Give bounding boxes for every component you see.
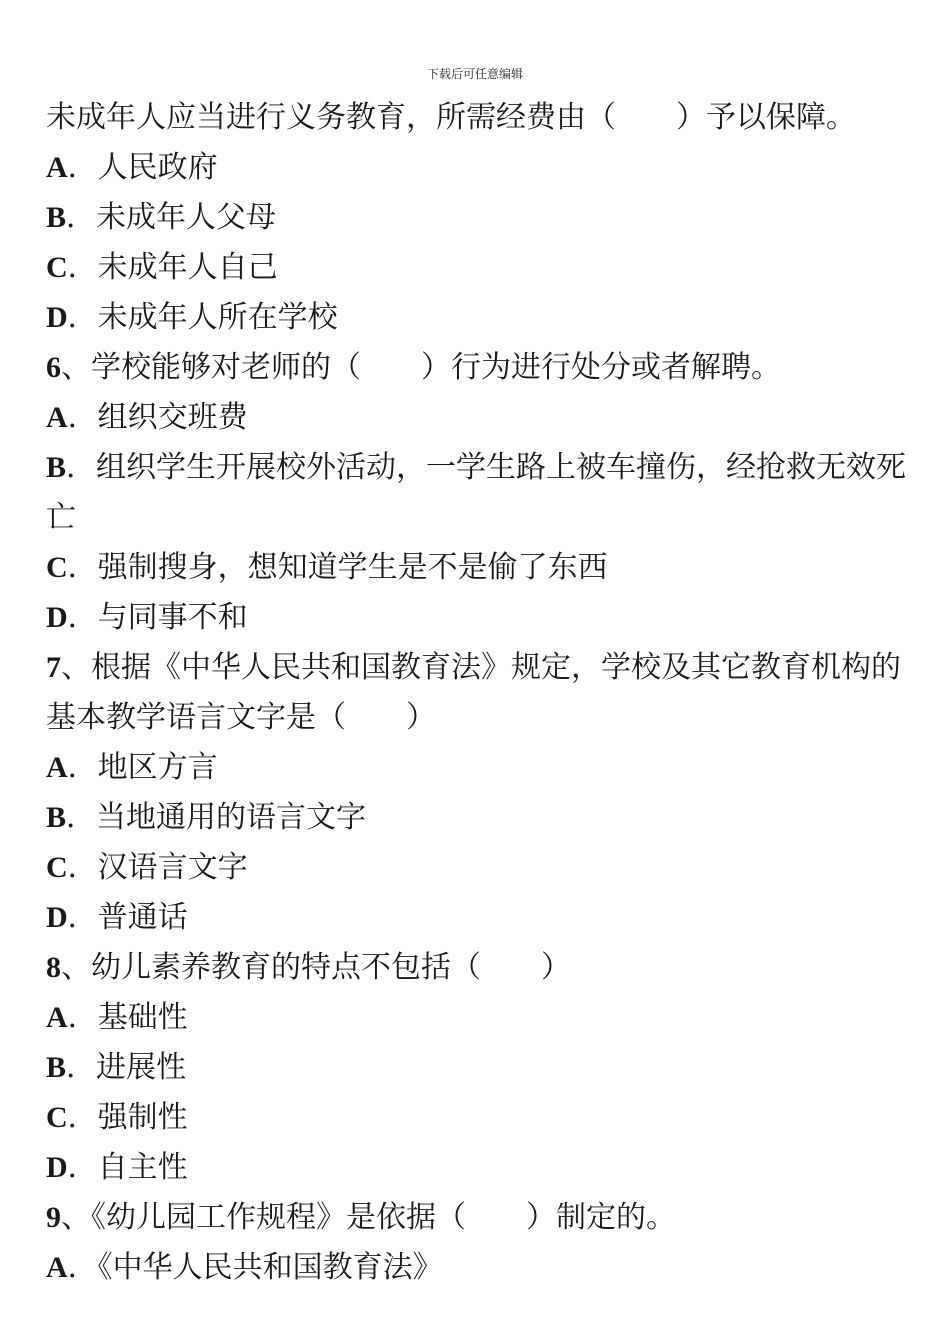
question-5-option-a: A．人民政府 [46, 150, 218, 185]
question-5-option-c: C．未成年人自己 [46, 250, 278, 285]
question-8-stem: 8、幼儿素养教育的特点不包括（ ） [46, 950, 571, 985]
page-header: 下载后可任意编辑 [426, 67, 523, 81]
question-7-stem: 7、根据《中华人民共和国教育法》规定，学校及其它教育机构的基本教学语言文字是（ ） [46, 650, 901, 735]
question-9-option-a: A．《中华人民共和国教育法》 [46, 1250, 443, 1285]
question-5-stem: 未成年人应当进行义务教育，所需经费由（ ）予以保障。 [46, 100, 856, 135]
question-6-option-d: D．与同事不和 [46, 600, 248, 635]
question-5-option-d: D．未成年人所在学校 [46, 300, 338, 335]
question-8-option-a: A．基础性 [46, 1000, 188, 1035]
question-5-option-b: B．未成年人父母 [46, 200, 277, 235]
question-6-stem: 6、学校能够对老师的（ ）行为进行处分或者解聘。 [46, 350, 781, 385]
question-6-option-b: B．组织学生开展校外活动，一学生路上被车撞伤，经抢救无效死亡 [46, 450, 907, 535]
question-7-option-d: D．普通话 [46, 900, 188, 935]
question-6-option-c: C．强制搜身，想知道学生是不是偷了东西 [46, 550, 608, 585]
question-7-option-a: A．地区方言 [46, 750, 218, 785]
question-7-option-c: C．汉语言文字 [46, 850, 248, 885]
question-6-option-a: A．组织交班费 [46, 400, 248, 435]
question-8-option-b: B．进展性 [46, 1050, 187, 1085]
question-content [46, 93, 908, 1293]
question-8-option-c: C．强制性 [46, 1100, 188, 1135]
question-8-option-d: D．自主性 [46, 1150, 188, 1185]
question-9-stem: 9、《幼儿园工作规程》是依据（ ）制定的。 [46, 1200, 676, 1235]
question-7-option-b: B．当地通用的语言文字 [46, 800, 367, 835]
